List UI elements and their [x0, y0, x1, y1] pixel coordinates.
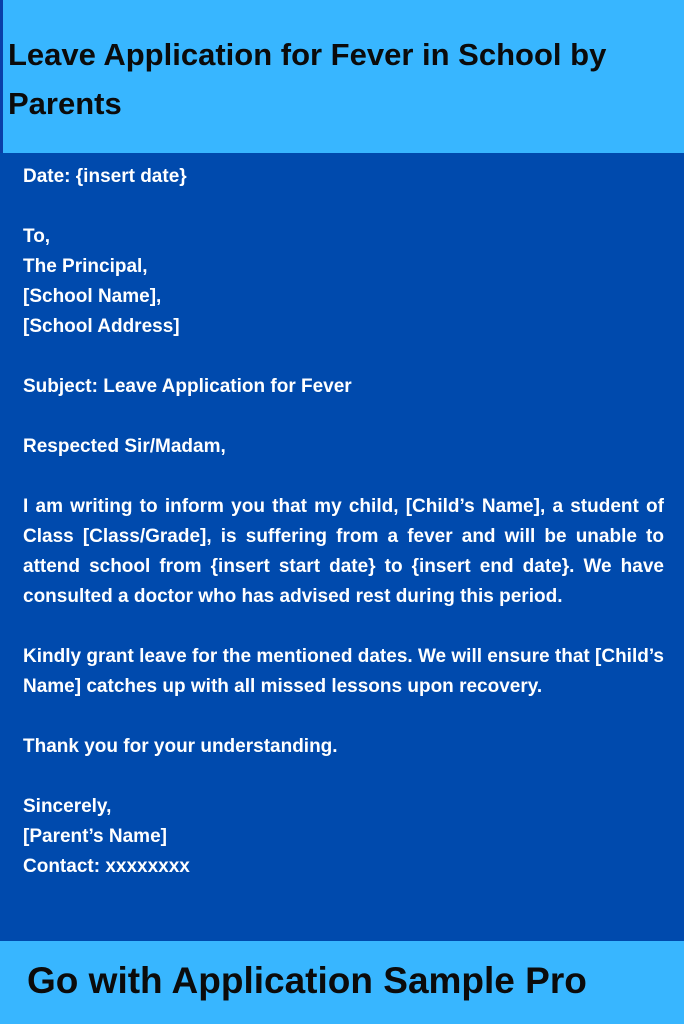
header-banner [0, 0, 684, 153]
spacer [23, 402, 664, 432]
spacer [23, 342, 664, 372]
letter-contact: Contact: xxxxxxxx [23, 856, 190, 877]
letter-recipient: The Principal, [23, 256, 148, 277]
letter-paragraph-1: I am writing to inform you that my child, [Child’s Name], a student of Class [Class/Grade], is suffering from a fever and will be unable to attend school from {insert start date} to {insert end date}. We have consulted a doctor who has advised rest during this period. [23, 496, 664, 607]
spacer [23, 702, 664, 732]
letter-thanks: Thank you for your understanding. [23, 736, 338, 757]
spacer [23, 192, 664, 222]
spacer [23, 462, 664, 492]
letter-closing: Sincerely, [23, 796, 112, 817]
spacer [23, 612, 664, 642]
letter-paragraph-2: Kindly grant leave for the mentioned dates. We will ensure that [Child’s Name] catches up with all missed lessons upon recovery. [23, 646, 664, 697]
letter-body [0, 153, 684, 941]
footer-brand-text: Go with Application Sample Pro [27, 960, 587, 1001]
letter-school-name: [School Name], [23, 286, 162, 307]
letter-parent-name: [Parent’s Name] [23, 826, 167, 847]
letter-school-address: [School Address] [23, 316, 180, 337]
spacer [23, 762, 664, 792]
letter-salutation: Respected Sir/Madam, [23, 436, 226, 457]
page-title: Leave Application for Fever in School by Parents [8, 37, 607, 121]
letter-subject: Subject: Leave Application for Fever [23, 376, 352, 397]
footer-banner [0, 941, 684, 1024]
letter-date: Date: {insert date} [23, 166, 187, 187]
letter-to: To, [23, 226, 51, 247]
